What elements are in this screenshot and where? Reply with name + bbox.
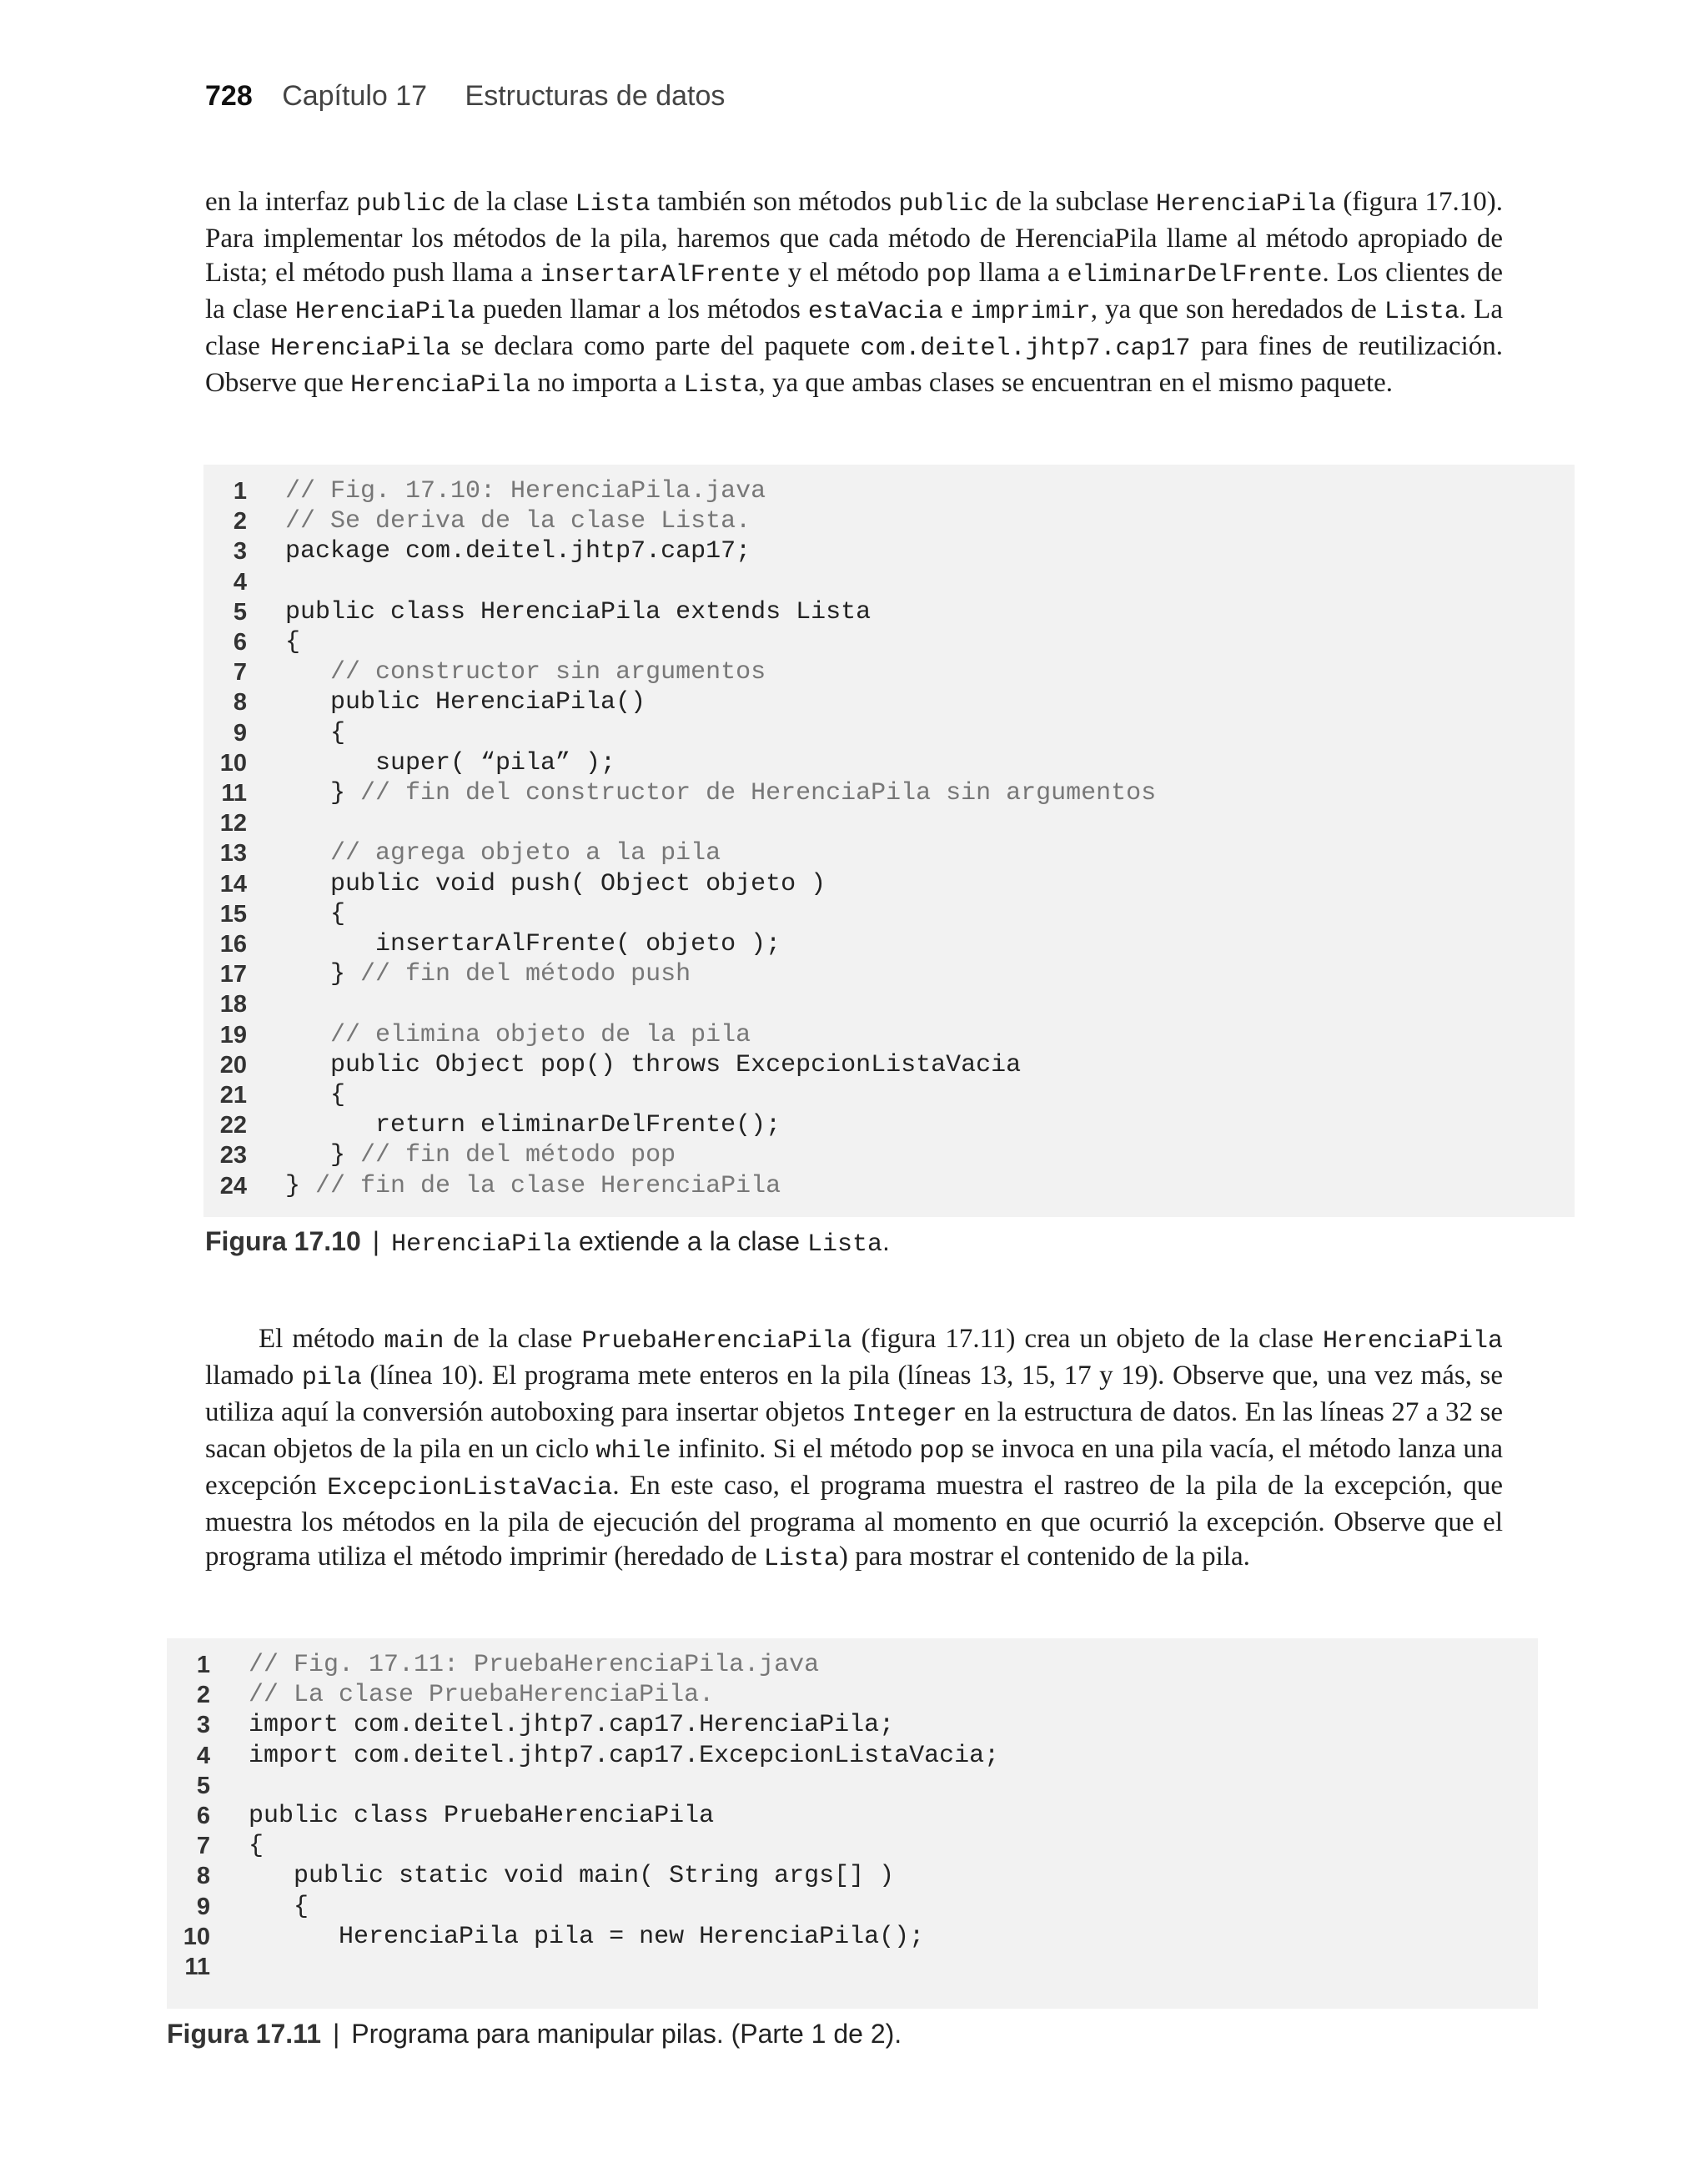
line-number: 10 <box>183 1923 210 1950</box>
line-number: 12 <box>219 810 247 837</box>
code-line <box>203 657 1575 687</box>
inline-code: ExcepcionListaVacia <box>327 1474 613 1502</box>
code-line <box>203 1020 1575 1050</box>
inline-code: eliminarDelFrente <box>1067 261 1323 289</box>
inline-code: while <box>595 1437 671 1466</box>
inline-code: HerenciaPila <box>294 298 475 326</box>
code-line <box>203 718 1575 748</box>
code-line <box>167 1741 1538 1771</box>
code-text: } // fin del constructor de HerenciaPila sin argumentos <box>285 779 1157 807</box>
text-run: infinito. Si el método <box>671 1434 920 1464</box>
chapter-title: Estructuras de datos <box>465 80 726 112</box>
text-run: , ya que son heredados de <box>1090 294 1384 324</box>
code-line <box>203 567 1575 597</box>
code-line <box>203 869 1575 899</box>
inline-code: public <box>356 190 447 219</box>
code-line <box>167 1710 1538 1740</box>
line-number: 11 <box>221 780 247 807</box>
text-run: . La clase <box>205 294 1503 361</box>
inline-code: pila <box>301 1364 362 1392</box>
line-number: 19 <box>219 1021 247 1049</box>
body-paragraph-2 <box>205 1322 1503 1577</box>
text-run: . Los clientes de la clase <box>205 258 1503 324</box>
code-text: // Fig. 17.10: HerenciaPila.java <box>285 477 766 506</box>
caption-code: HerenciaPila <box>391 1230 572 1259</box>
inline-code: estaVacia <box>807 298 943 326</box>
code-line <box>203 1110 1575 1140</box>
inline-code: Integer <box>851 1401 957 1429</box>
code-line <box>203 476 1575 506</box>
code-text: HerenciaPila pila = new HerenciaPila(); <box>249 1922 925 1951</box>
body-paragraph-1 <box>205 185 1503 403</box>
line-number: 21 <box>219 1082 247 1109</box>
line-number: 1 <box>233 478 247 505</box>
code-text: } // fin del método pop <box>285 1141 676 1170</box>
text-run: de la clase <box>446 187 575 217</box>
code-line <box>167 1922 1538 1952</box>
code-line <box>203 1171 1575 1201</box>
line-number: 23 <box>219 1142 247 1169</box>
line-number: 10 <box>219 749 247 777</box>
line-number: 5 <box>233 598 247 626</box>
code-line <box>203 627 1575 657</box>
text-run: pueden llamar a los métodos <box>475 294 808 324</box>
code-text: { <box>249 1892 309 1921</box>
code-line <box>167 1650 1538 1680</box>
line-number: 2 <box>233 508 247 536</box>
code-line <box>203 929 1575 959</box>
text-run: también son métodos <box>650 187 899 217</box>
code-text: public void push( Object objeto ) <box>285 869 826 898</box>
line-number: 20 <box>219 1051 247 1079</box>
inline-code: pop <box>926 261 972 289</box>
inline-code: main <box>384 1327 445 1356</box>
text-run: se declara como parte del paquete <box>450 331 861 361</box>
code-line <box>167 1771 1538 1801</box>
inline-code: pop <box>919 1437 965 1466</box>
code-text: } // fin del método push <box>285 960 691 989</box>
code-text: // Se deriva de la clase Lista. <box>285 507 751 536</box>
code-listing-fig-17-10 <box>203 465 1575 1217</box>
code-text: import com.deitel.jhtp7.cap17.HerenciaPila; <box>249 1711 895 1740</box>
code-line <box>203 536 1575 566</box>
inline-code: imprimir <box>970 298 1091 326</box>
caption-code: Lista <box>806 1230 882 1259</box>
line-number: 5 <box>196 1772 210 1799</box>
text-run: llamado <box>205 1361 302 1391</box>
inline-code: insertarAlFrente <box>540 261 781 289</box>
line-number: 14 <box>219 870 247 898</box>
code-text: public Object pop() throws ExcepcionListaVacia <box>285 1050 1022 1079</box>
line-number: 15 <box>219 900 247 928</box>
text-run: en la interfaz <box>205 187 356 217</box>
text-run: para fines de reutilización. Observe que <box>205 331 1503 398</box>
code-line <box>167 1801 1538 1831</box>
line-number: 2 <box>196 1682 210 1709</box>
caption-separator: | <box>332 2019 340 2049</box>
code-text: { <box>285 718 346 747</box>
line-number: 8 <box>196 1863 210 1890</box>
text-run: e <box>942 294 971 324</box>
code-text: // elimina objeto de la pila <box>330 1020 751 1049</box>
caption-text: . <box>882 1226 890 1256</box>
inline-code: PruebaHerenciaPila <box>581 1327 852 1356</box>
inline-code: Lista <box>575 190 651 219</box>
figure-label: Figura 17.11 <box>167 2019 321 2049</box>
code-text: // Fig. 17.11: PruebaHerenciaPila.java <box>249 1651 820 1679</box>
line-number: 1 <box>196 1652 210 1678</box>
figure-caption-17-10 <box>205 1226 890 1259</box>
figure-label: Figura 17.10 <box>205 1226 361 1256</box>
code-line <box>167 1952 1538 1982</box>
line-number: 9 <box>233 719 247 747</box>
code-text: // agrega objeto a la pila <box>330 839 721 868</box>
code-text: { <box>285 628 301 656</box>
code-text: { <box>285 899 346 928</box>
code-line <box>203 1050 1575 1080</box>
code-line <box>203 989 1575 1019</box>
text-run: no importa a <box>530 368 684 398</box>
code-text: { <box>249 1832 264 1861</box>
line-number: 6 <box>196 1803 210 1829</box>
code-line <box>167 1680 1538 1710</box>
code-text: // constructor sin argumentos <box>330 658 766 687</box>
inline-code: HerenciaPila <box>1155 190 1336 219</box>
code-line <box>203 838 1575 868</box>
text-run: de la clase <box>444 1324 582 1354</box>
code-line <box>203 1080 1575 1110</box>
text-run: El método <box>259 1324 384 1354</box>
text-run: (línea 10). El programa mete enteros en la pila (líneas 13, 15, 17 y 19). Observe que, una vez más, se utiliza aquí la conversión autoboxing para insertar objetos <box>205 1361 1503 1427</box>
text-run: ) para mostrar el contenido de la pila. <box>838 1542 1250 1572</box>
code-text: insertarAlFrente( objeto ); <box>285 930 781 958</box>
line-number: 7 <box>196 1833 210 1860</box>
code-line <box>167 1861 1538 1891</box>
line-number: 6 <box>233 629 247 656</box>
code-line <box>203 748 1575 778</box>
code-text: } // fin de la clase HerenciaPila <box>285 1171 781 1200</box>
caption-text: extiende a la clase <box>571 1226 807 1256</box>
caption-separator: | <box>372 1226 380 1256</box>
code-line <box>203 778 1575 808</box>
text-run: (figura 17.10). Para implementar los métodos de la pila, haremos que cada método de HerenciaPila llame al método apropiado de Lista; el método push llama a <box>205 187 1504 288</box>
inline-code: Lista <box>683 371 759 400</box>
text-run: , ya que ambas clases se encuentran en el mismo paquete. <box>758 368 1394 398</box>
text-run: . En este caso, el programa muestra el rastreo de la pila de la excepción, que muestra los métodos en la pila de ejecución del programa al momento en que ocurrió la excepción. Observe que el programa utiliza el método imprimir (heredado de <box>205 1471 1503 1572</box>
page-number: 728 <box>205 80 253 112</box>
chapter-label: Capítulo 17 <box>282 80 428 112</box>
line-number: 16 <box>219 931 247 958</box>
text-run: en la estructura de datos. En las líneas 27 a 32 se sacan objetos de la pila en un ciclo <box>205 1397 1503 1464</box>
inline-code: HerenciaPila <box>270 334 451 363</box>
code-text: { <box>285 1081 346 1109</box>
code-line <box>203 506 1575 536</box>
inline-code: HerenciaPila <box>350 371 531 400</box>
code-line <box>203 808 1575 838</box>
text-run: llama a <box>971 258 1068 288</box>
line-number: 8 <box>233 689 247 717</box>
code-text: import com.deitel.jhtp7.cap17.ExcepcionListaVacia; <box>249 1741 1000 1770</box>
line-number: 13 <box>219 840 247 868</box>
text-run: (figura 17.11) crea un objeto de la clase <box>851 1324 1323 1354</box>
line-number: 11 <box>184 1954 210 1980</box>
code-text: public class PruebaHerenciaPila <box>249 1802 715 1830</box>
code-line <box>203 959 1575 989</box>
inline-code: com.deitel.jhtp7.cap17 <box>860 334 1191 363</box>
code-text: package com.deitel.jhtp7.cap17; <box>285 537 751 566</box>
line-number: 17 <box>219 961 247 988</box>
line-number: 3 <box>196 1712 210 1739</box>
inline-code: Lista <box>763 1545 839 1573</box>
line-number: 22 <box>219 1112 247 1139</box>
code-text: super( “pila” ); <box>285 748 616 777</box>
line-number: 9 <box>196 1893 210 1920</box>
line-number: 3 <box>233 538 247 566</box>
code-line <box>203 687 1575 717</box>
code-line <box>203 899 1575 929</box>
line-number: 24 <box>219 1172 247 1200</box>
code-text: public static void main( String args[] ) <box>249 1862 895 1891</box>
code-text: public class HerenciaPila extends Lista <box>285 597 872 626</box>
running-header <box>205 80 725 113</box>
figure-caption-17-11 <box>167 2019 902 2050</box>
line-number: 4 <box>233 568 247 596</box>
code-text: // La clase PruebaHerenciaPila. <box>249 1681 715 1710</box>
code-text: return eliminarDelFrente(); <box>285 1111 781 1140</box>
code-text: public HerenciaPila() <box>285 688 646 717</box>
line-number: 7 <box>233 659 247 687</box>
line-number: 4 <box>196 1742 210 1769</box>
inline-code: Lista <box>1384 298 1459 326</box>
code-line <box>203 597 1575 627</box>
inline-code: HerenciaPila <box>1322 1327 1504 1356</box>
text-run: de la subclase <box>988 187 1156 217</box>
caption-text: Programa para manipular pilas. (Parte 1 de 2). <box>351 2019 902 2049</box>
inline-code: public <box>898 190 989 219</box>
code-line <box>167 1831 1538 1861</box>
text-run: y el método <box>780 258 927 288</box>
code-listing-fig-17-11 <box>167 1638 1538 2009</box>
text-run: se invoca en una pila vacía, el método lanza una excepción <box>205 1434 1503 1501</box>
line-number: 18 <box>219 991 247 1019</box>
code-line <box>203 1140 1575 1170</box>
code-line <box>167 1892 1538 1922</box>
